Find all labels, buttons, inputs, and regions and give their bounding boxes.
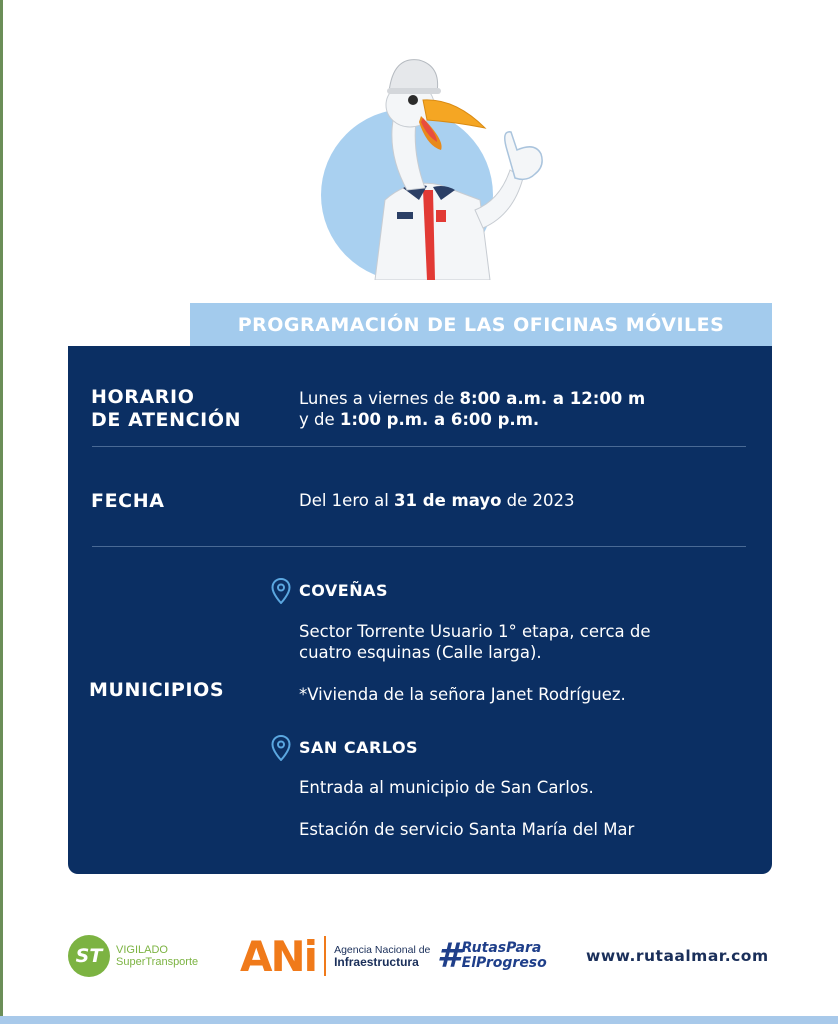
ani-separator (324, 936, 326, 976)
ani-logo (240, 928, 430, 984)
date-label: FECHA (91, 490, 165, 512)
left-edge-strip (0, 0, 3, 1024)
st-line2: SuperTransporte (116, 956, 199, 968)
schedule-line1-hours: 8:00 a.m. a 12:00 m (459, 389, 646, 408)
municipalities-label: MUNICIPIOS (89, 679, 225, 701)
covenas-address-line1: Sector Torrente Usuario 1° etapa, cerca de (299, 622, 651, 641)
schedule-card (68, 346, 772, 874)
date-bold: 31 de mayo (394, 491, 502, 510)
date-prefix: Del 1ero al (299, 491, 395, 510)
ani-mark: ANi (240, 931, 317, 981)
schedule-line2-prefix: y de (299, 410, 340, 429)
date-suffix: de 2023 (501, 491, 575, 510)
website-text[interactable]: www.rutaalmar.com (586, 947, 769, 965)
rutas-hash: # (437, 936, 461, 976)
banner-title: PROGRAMACIÓN DE LAS OFICINAS MÓVILES (237, 314, 725, 336)
stork-mascot-illustration (315, 50, 555, 280)
location-pin-icon (271, 735, 291, 761)
title-banner (190, 303, 772, 347)
ani-line1: Agencia Nacional de (334, 944, 431, 956)
rutas-para-el-progreso-logo (437, 928, 547, 984)
ani-line2: Infraestructura (334, 955, 419, 969)
covenas-address-line2: cuatro esquinas (Calle larga). (299, 643, 542, 662)
rutas-line2: ElProgreso (461, 955, 547, 971)
website-url[interactable] (586, 928, 769, 984)
covenas-address (299, 621, 651, 663)
schedule-hours (299, 388, 645, 430)
covenas-note: *Vivienda de la señora Janet Rodríguez. (299, 685, 626, 704)
schedule-label (91, 386, 241, 432)
divider (92, 446, 746, 447)
san-carlos-line1: Entrada al municipio de San Carlos. (299, 778, 594, 797)
san-carlos-line2: Estación de servicio Santa María del Mar (299, 820, 635, 839)
bottom-strip (0, 1016, 838, 1024)
schedule-label-line2: DE ATENCIÓN (91, 409, 242, 431)
schedule-line2-hours: 1:00 p.m. a 6:00 p.m. (339, 410, 540, 429)
st-line1: VIGILADO (116, 944, 168, 956)
supertransporte-logo (68, 928, 198, 984)
schedule-label-line1: HORARIO (91, 386, 195, 408)
rutas-line1: RutasPara (461, 940, 542, 956)
divider (92, 546, 746, 547)
municipality-name-san-carlos: SAN CARLOS (299, 738, 419, 757)
municipality-name-covenas: COVEÑAS (299, 581, 389, 600)
location-pin-icon (271, 578, 291, 604)
schedule-line1-prefix: Lunes a viernes de (299, 389, 460, 408)
st-mark: ST (68, 935, 110, 977)
date-value (299, 490, 575, 511)
